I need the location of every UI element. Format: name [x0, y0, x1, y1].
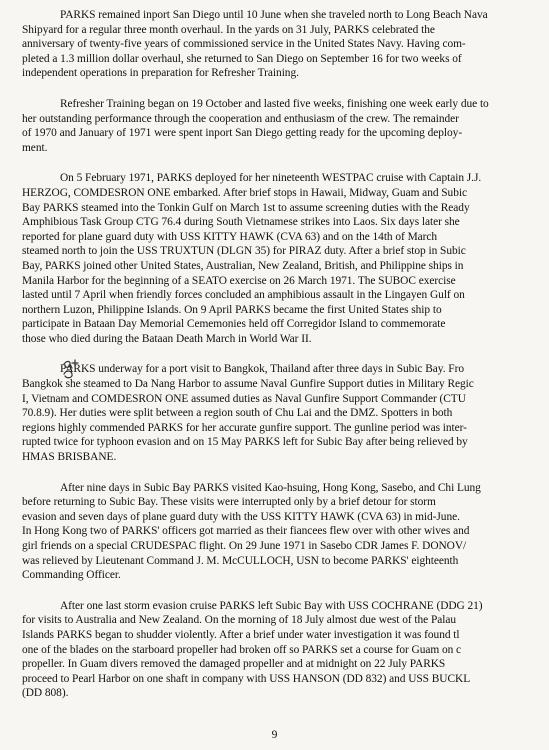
text-line: propeller. In Guam divers removed the damaged propeller and at midnight on 22 July PARKS: [22, 658, 446, 671]
paragraph-5: [22, 481, 549, 583]
handwritten-correction-mark: [60, 358, 86, 380]
text-line: After one last storm evasion cruise PARKS left Subic Bay with USS COCHRANE (DDG 21): [60, 599, 483, 612]
text-line: HERZOG, COMDESRON ONE embarked. After brief stops in Hawaii, Midway, Guam and Subic: [22, 186, 467, 199]
text-line: reported for plane guard duty with USS KITTY HAWK (CVA 63) and on the 14th of March: [22, 230, 438, 243]
paragraph-6: [22, 599, 549, 701]
text-line: Bangkok she steamed to Da Nang Harbor to assume Naval Gunfire Support duties in Military Regic: [22, 378, 474, 391]
text-line: rupted twice for typhoon evasion and on 15 May PARKS left for Subic Bay after being relieved by: [22, 436, 468, 449]
text-line: I, Vietnam and COMDESRON ONE assumed duties as Naval Gunfire Support Commander (CTU: [22, 392, 466, 405]
text-line: her outstanding performance through the cooperation and enthusiasm of the crew. The remainder: [22, 112, 459, 125]
paragraph-4: [22, 362, 549, 464]
page-number: 9: [271, 729, 278, 741]
text-line: proceed to Pearl Harbor on one shaft in company with USS HANSON (DD 832) and USS BUCKL: [22, 672, 471, 685]
text-line: After nine days in Subic Bay PARKS visited Kao-hsuing, Hong Kong, Sasebo, and Chi Lung: [60, 481, 481, 494]
text-line: Bay PARKS steamed into the Tonkin Gulf on March 1st to assume screening duties with the Ready: [22, 201, 470, 214]
text-line: Amphibious Task Group CTG 76.4 during South Vietnamese strikes into Laos. Six days later she: [22, 216, 460, 229]
paragraph-2: [22, 97, 549, 155]
text-line: of 1970 and January of 1971 were spent inport San Diego getting ready for the upcoming deploy-: [22, 127, 463, 140]
text-line: northern Luzon, Philippine Islands. On 9 April PARKS became the first United States ship to: [22, 303, 442, 316]
text-line: lasted until 7 April when friendly forces concluded an amphibious assault in the Lingayen Gulf on: [22, 289, 465, 302]
text-line: Refresher Training began on 19 October and lasted five weeks, finishing one week early due to: [60, 97, 489, 110]
text-line: In Hong Kong two of PARKS' officers got married as their fiancees flew over with other wives and: [22, 525, 470, 538]
text-line: was relieved by Lieutenant Command J. M. McCULLOCH, USN to become PARKS' eighteenth: [22, 554, 459, 567]
text-line: pleted a 1.3 million dollar overhaul, she returned to San Diego on September 16 for two weeks of: [22, 52, 462, 65]
text-line: regions highly commended PARKS for her accurate gunfire support. The gunline period was inter-: [22, 421, 467, 434]
text-line: (DD 808).: [22, 687, 69, 700]
text-line: 70.8.9). Her duties were split between a region south of Chu Lai and the DMZ. Spotters in both: [22, 407, 453, 420]
document-body: [22, 8, 549, 717]
text-line: one of the blades on the starboard propeller had broken off so PARKS set a course for Guam on c: [22, 643, 462, 656]
text-line: participate in Bataan Day Memorial Cememonies held off Corregidor Island to commemorate: [22, 318, 446, 331]
text-line: anniversary of twenty-five years of commissioned service in the United States Navy. Having com-: [22, 38, 466, 51]
paragraph-1: [22, 8, 549, 81]
text-line: On 5 February 1971, PARKS deployed for her nineteenth WESTPAC cruise with Captain J.J.: [60, 172, 482, 185]
text-line: PARKS underway for a port visit to Bangkok, Thailand after three days in Subic Bay. Fro: [60, 363, 464, 376]
text-line: girl friends on a special CRUDESPAC flight. On 29 June 1971 in Sasebo CDR James F. DONOV/: [22, 540, 467, 552]
text-line: Islands PARKS began to shudder violently. After a brief under water investigation it was found tl: [22, 628, 460, 641]
text-line: Shipyard for a regular three month overhaul. In the yards on 31 July, PARKS celebrated the: [22, 23, 435, 36]
text-line: steamed north to join the USS TRUXTUN (DLGN 35) for PIRAZ duty. After a brief stop in Subic: [22, 245, 466, 258]
text-line: Manila Harbor for the beginning of a SEATO exercise on 26 March 1971. The SUBOC exercise: [22, 274, 456, 287]
text-line: for visits to Australia and New Zealand. On the morning of 18 July almost due west of the Palau: [22, 614, 457, 627]
text-line: before returning to Subic Bay. These visits were interrupted only by a brief detour for storm: [22, 496, 436, 509]
text-line: independent operations in preparation for Refresher Training.: [22, 67, 299, 80]
text-line: Bay, PARKS joined other United States, Australian, New Zealand, British, and Philippine ships in: [22, 259, 464, 272]
text-line: HMAS BRISBANE.: [22, 451, 117, 464]
text-line: ment.: [22, 141, 48, 154]
paragraph-3: [22, 171, 549, 346]
text-line: PARKS remained inport San Diego until 10 June when she traveled north to Long Beach Nava: [60, 9, 488, 21]
text-line: evasion and seven days of plane guard duty with the USS KITTY HAWK (CVA 63) in mid-June.: [22, 510, 460, 523]
text-line: those who died during the Bataan Death March in World War II.: [22, 332, 312, 345]
text-line: Commanding Officer.: [22, 569, 121, 582]
